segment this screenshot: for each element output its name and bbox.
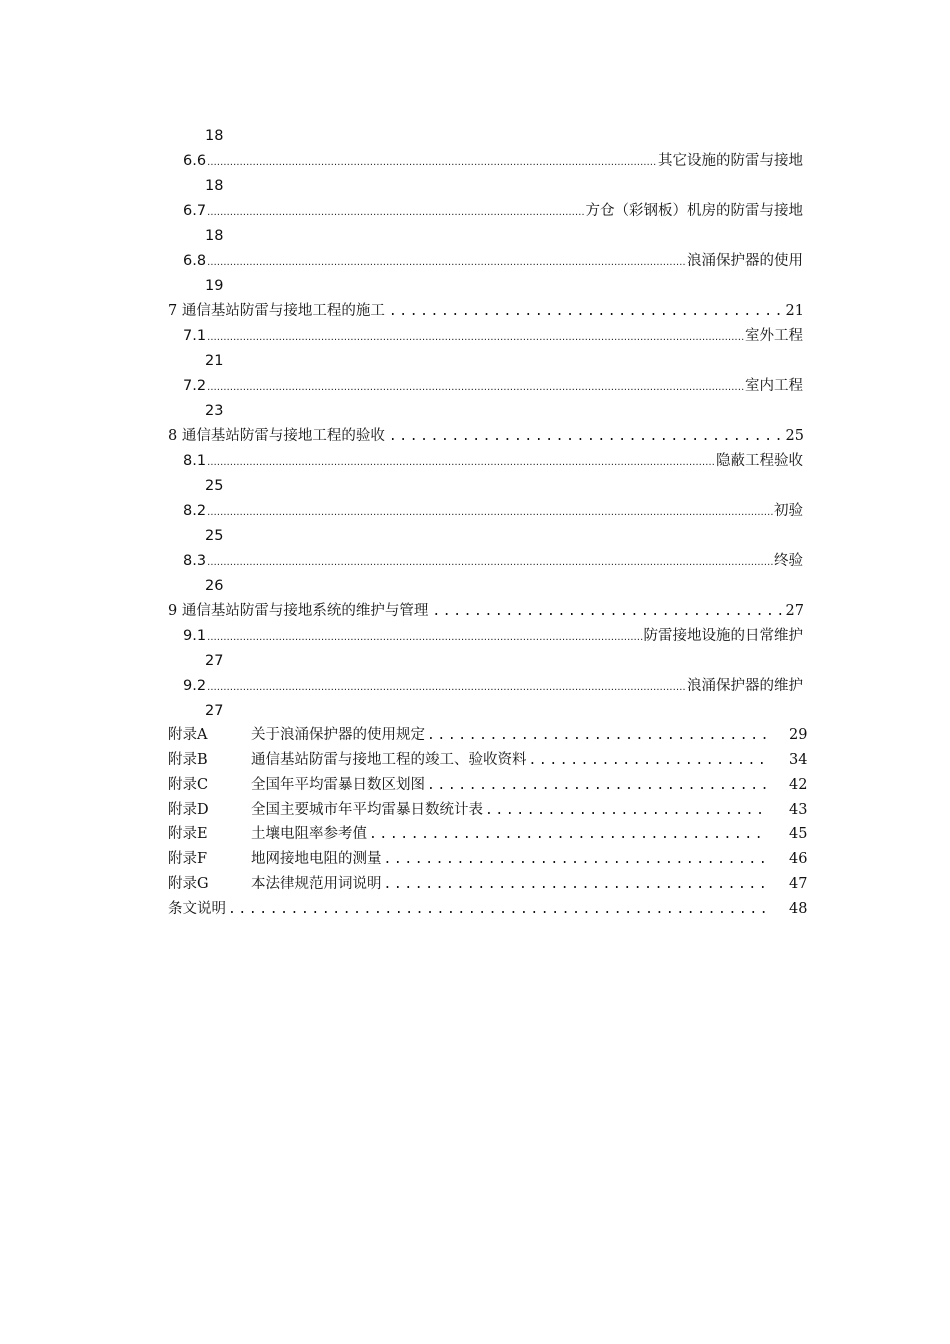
- toc-entry-number: 6.8: [183, 253, 207, 269]
- toc-entry-title: 浪涌保护器的维护: [687, 678, 803, 694]
- dot-leader: [384, 872, 768, 897]
- toc-appendix-d[interactable]: [168, 798, 808, 823]
- dot-leader: [207, 325, 744, 350]
- dot-leader: [207, 500, 773, 525]
- toc-appendix-g[interactable]: [168, 872, 808, 897]
- appendix-title: 关于浪涌保护器的使用规定: [251, 727, 425, 743]
- toc-page-number: 25: [205, 528, 224, 544]
- dot-leader: [207, 200, 584, 225]
- toc-page-number: 18: [205, 228, 224, 244]
- toc-page-number: 26: [205, 578, 224, 594]
- toc-entry-8-3[interactable]: [183, 549, 803, 574]
- toc-page-number: 27: [205, 653, 224, 669]
- appendix-label: 附录F: [168, 851, 208, 867]
- toc-entry-9-2[interactable]: [183, 674, 803, 699]
- appendix-label: 附录B: [168, 752, 208, 768]
- toc-entry-number: 6.7: [183, 203, 207, 219]
- toc-entry-title: 方仓（彩钢板）机房的防雷与接地: [585, 203, 803, 219]
- dot-leader: [207, 375, 744, 400]
- toc-page-number: 21: [785, 303, 804, 319]
- toc-chapter-8[interactable]: [168, 424, 804, 449]
- appendix-title: 本法律规范用词说明: [251, 876, 382, 892]
- appendix-label: 附录G: [168, 876, 209, 892]
- toc-chapter-title: 9 通信基站防雷与接地系统的维护与管理: [168, 603, 429, 619]
- toc-entry-8-2[interactable]: [183, 499, 803, 524]
- toc-entry-title: 室外工程: [745, 328, 803, 344]
- toc-entry-6-6[interactable]: [183, 149, 803, 174]
- dot-leader: [207, 550, 773, 575]
- dot-leader: [529, 748, 768, 773]
- toc-entry-title: 室内工程: [745, 378, 803, 394]
- toc-page-number: 27: [785, 603, 804, 619]
- appendix-label: 附录E: [168, 826, 208, 842]
- toc-entry-6-7[interactable]: [183, 199, 803, 224]
- toc-page-number: 43: [789, 802, 808, 818]
- toc-entry-number: 9.1: [183, 628, 207, 644]
- toc-page-number: 19: [205, 278, 224, 294]
- toc-appendix-e[interactable]: [168, 822, 808, 847]
- dot-leader: [485, 798, 767, 823]
- toc-entry-number: 8.2: [183, 503, 207, 519]
- dot-leader: [432, 599, 781, 624]
- toc-chapter-title: 8 通信基站防雷与接地工程的验收: [168, 428, 385, 444]
- appendix-title: 全国主要城市年平均雷暴日数统计表: [251, 802, 483, 818]
- toc-chapter-9[interactable]: [168, 599, 804, 624]
- toc-entry-7-1[interactable]: [183, 324, 803, 349]
- toc-entry-6-8[interactable]: [183, 249, 803, 274]
- toc-page-number: 27: [205, 703, 224, 719]
- toc-entry-title: 隐蔽工程验收: [716, 453, 803, 469]
- toc-entry-title: 其它设施的防雷与接地: [658, 153, 803, 169]
- toc-page-number: 23: [205, 403, 224, 419]
- toc-page-number: 34: [789, 752, 808, 768]
- appendix-title: 地网接地电阻的测量: [251, 851, 382, 867]
- toc-explanation[interactable]: [168, 897, 808, 922]
- toc-page-number: 18: [205, 128, 224, 144]
- toc-appendix-c[interactable]: [168, 773, 808, 798]
- toc-page-number: 45: [789, 826, 808, 842]
- dot-leader: [384, 847, 768, 872]
- toc-entry-number: 8.1: [183, 453, 207, 469]
- dot-leader: [389, 299, 782, 324]
- toc-page-number: 42: [789, 777, 808, 793]
- toc-entry-title: 防雷接地设施的日常维护: [643, 628, 803, 644]
- dot-leader: [369, 822, 767, 847]
- toc-page-number: 25: [785, 428, 804, 444]
- dot-leader: [228, 897, 767, 922]
- dot-leader: [207, 450, 715, 475]
- dot-leader: [207, 150, 657, 175]
- toc-page-number: 29: [789, 727, 808, 743]
- toc-page-number: 46: [789, 851, 808, 867]
- toc-appendix-a[interactable]: [168, 723, 808, 748]
- toc-page-number: 21: [205, 353, 224, 369]
- toc-appendix-f[interactable]: [168, 847, 808, 872]
- toc-page-number: 47: [789, 876, 808, 892]
- toc-entry-number: 8.3: [183, 553, 207, 569]
- dot-leader: [427, 773, 767, 798]
- toc-entry-number: 6.6: [183, 153, 207, 169]
- appendix-title: 全国年平均雷暴日数区划图: [251, 777, 425, 793]
- dot-leader: [427, 723, 767, 748]
- toc-entry-8-1[interactable]: [183, 449, 803, 474]
- toc-entry-number: 7.2: [183, 378, 207, 394]
- appendix-label: 附录A: [168, 727, 208, 743]
- toc-explanation-title: 条文说明: [168, 901, 226, 917]
- toc-entry-title: 初验: [774, 503, 803, 519]
- dot-leader: [389, 424, 782, 449]
- toc-page-number: 18: [205, 178, 224, 194]
- appendix-title: 通信基站防雷与接地工程的竣工、验收资料: [251, 752, 527, 768]
- toc-entry-7-2[interactable]: [183, 374, 803, 399]
- dot-leader: [207, 250, 686, 275]
- toc-chapter-7[interactable]: [168, 299, 804, 324]
- dot-leader: [207, 675, 686, 700]
- appendix-title: 土壤电阻率参考值: [251, 826, 367, 842]
- toc-entry-number: 9.2: [183, 678, 207, 694]
- toc-entry-number: 7.1: [183, 328, 207, 344]
- toc-page-number: 48: [789, 901, 808, 917]
- toc-entry-title: 终验: [774, 553, 803, 569]
- appendix-label: 附录D: [168, 802, 209, 818]
- toc-chapter-title: 7 通信基站防雷与接地工程的施工: [168, 303, 385, 319]
- dot-leader: [207, 625, 642, 650]
- appendix-label: 附录C: [168, 777, 209, 793]
- toc-page-number: 25: [205, 478, 224, 494]
- toc-entry-title: 浪涌保护器的使用: [687, 253, 803, 269]
- toc-entry-9-1[interactable]: [183, 624, 803, 649]
- toc-appendix-b[interactable]: [168, 748, 808, 773]
